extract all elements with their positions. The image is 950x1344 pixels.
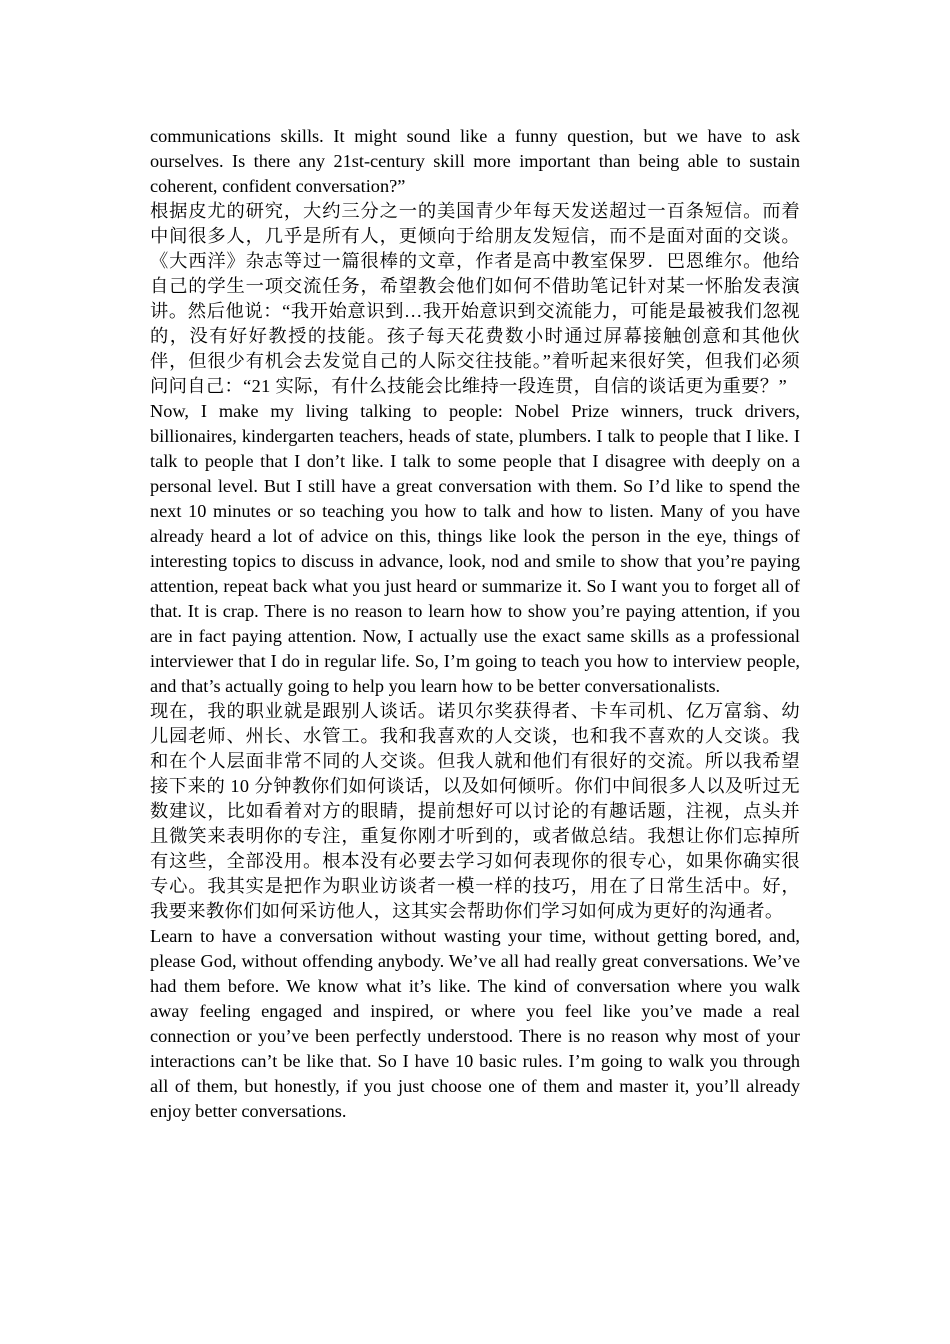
- paragraph-chinese: 现在，我的职业就是跟别人谈话。诺贝尔奖获得者、卡车司机、亿万富翁、幼儿园老师、州长、水管工。我和我喜欢的人交谈，也和我不喜欢的人交谈。我和在个人层面非常不同的人交谈。但我人就和他们有很好的交流。所以我希望接下来的 10 分钟教你们如何谈话，以及如何倾听。你们中间很多人以及听过无数建议，比如看着对方的眼睛，提前想好可以讨论的有趣话题，注视，点头并且微笑来表明你的专注，重复你刚才听到的，或者做总结。我想让你们忘掉所有这些，全部没用。根本没有必要去学习如何表现你的很专心，如果你确实很专心。我其实是把作为职业访谈者一模一样的技巧，用在了日常生活中。好，我要来教你们如何采访他人，这其实会帮助你们学习如何成为更好的沟通者。: [150, 701, 800, 921]
- paragraph-chinese: 根据皮尤的研究，大约三分之一的美国青少年每天发送超过一百条短信。而着中间很多人，几乎是所有人，更倾向于给朋友发短信，而不是面对面的交谈。《大西洋》杂志等过一篇很棒的文章，作者是高中教室保罗．巴恩维尔。他给自己的学生一项交流任务，希望教会他们如何不借助笔记针对某一怀胎发表演讲。然后他说：“我开始意识到…我开始意识到交流能力，可能是最被我们忽视的，没有好好教授的技能。孩子每天花费数小时通过屏幕接触创意和其他伙伴，但很少有机会去发觉自己的人际交往技能。”着听起来很好笑，但我们必须问问自己：“21 实际，有什么技能会比维持一段连贯，自信的谈话更为重要？”: [150, 201, 800, 396]
- paragraph-english: communications skills. It might sound like a funny question, but we have to ask ourselves. Is there any 21st-century skill more important than being able to sustain coherent, confident conversation?”: [150, 126, 800, 196]
- paragraph-english: Learn to have a conversation without wasting your time, without getting bored, and, please God, without offending anybody. We’ve all had really great conversations. We’ve had them before. We know what it’s like. The kind of conversation where you walk away feeling engaged and inspired, or where you feel like you’ve made a real connection or you’ve been perfectly understood. There is no reason why most of your interactions can’t be like that. So I have 10 basic rules. I’m going to walk you through all of them, but honestly, if you just choose one of them and master it, you’ll already enjoy better conversations.: [150, 926, 800, 1121]
- paragraph-english: Now, I make my living talking to people: Nobel Prize winners, truck drivers, billionaires, kindergarten teachers, heads of state, plumbers. I talk to people that I like. I talk to people that I don’t like. I talk to some people that I disagree with deeply on a personal level. But I still have a great conversation with them. So I’d like to spend the next 10 minutes or so teaching you how to talk and how to listen. Many of you have already heard a lot of advice on this, things like look the person in the eye, things of interesting topics to discuss in advance, look, nod and smile to show that you’re paying attention, repeat back what you just heard or summarize it. So I want you to forget all of that. It is crap. There is no reason to learn how to show you’re paying attention, if you are in fact paying attention. Now, I actually use the exact same skills as a professional interviewer that I do in regular life. So, I’m going to teach you how to interview people, and that’s actually going to help you learn how to be better conversationalists.: [150, 401, 800, 696]
- document-body: [150, 124, 800, 1124]
